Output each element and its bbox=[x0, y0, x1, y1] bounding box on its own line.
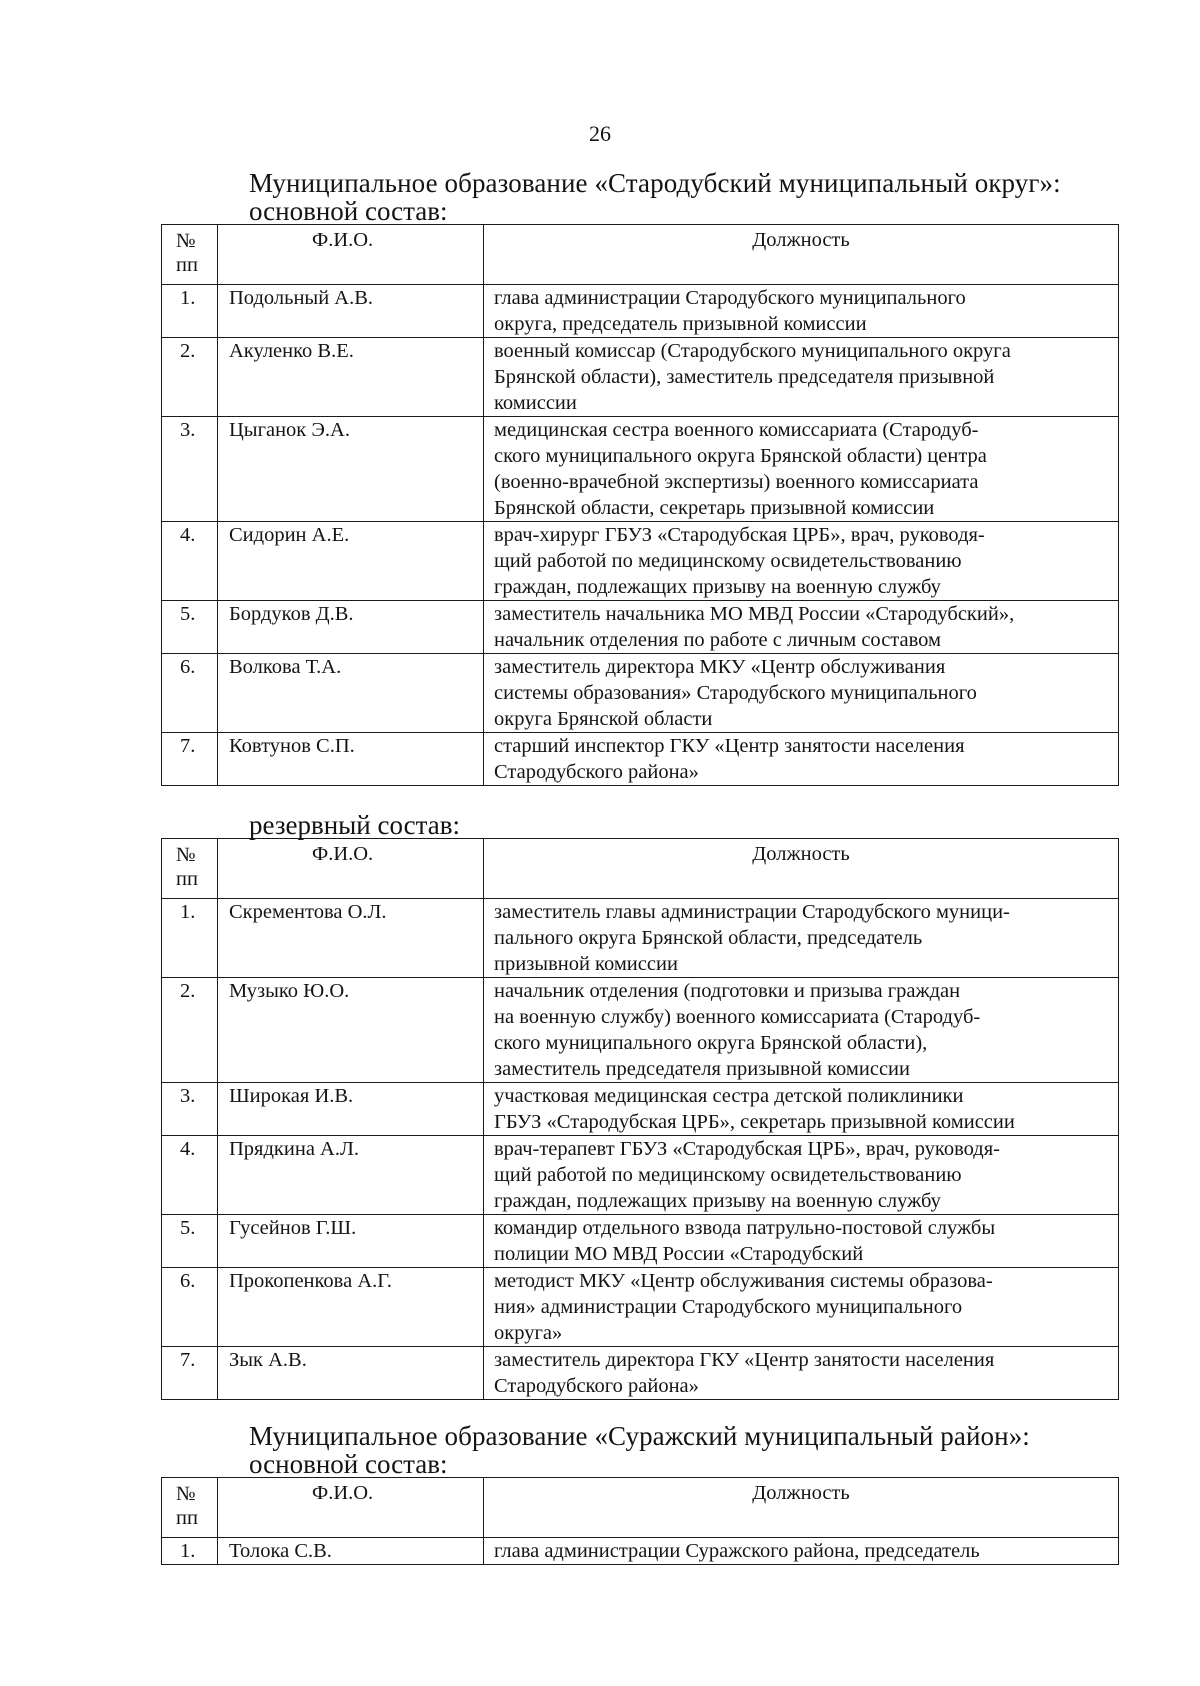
member-position: заместитель директора МКУ «Центр обслуживания системы образования» Стародубского муниципального округа Брянской области bbox=[484, 654, 1119, 733]
header-position: Должность bbox=[484, 1478, 1119, 1538]
table-row bbox=[162, 978, 1119, 1083]
member-name: Сидорин А.Е. bbox=[218, 522, 484, 601]
header-num: № пп bbox=[162, 1478, 218, 1538]
member-position: заместитель главы администрации Стародубского муници- пального округа Брянской области, председатель призывной комиссии bbox=[484, 899, 1119, 978]
members-table bbox=[161, 838, 1119, 1400]
member-name: Толока С.В. bbox=[218, 1538, 484, 1565]
table-header-row bbox=[162, 1478, 1119, 1538]
table-row bbox=[162, 338, 1119, 417]
page-number: 26 bbox=[589, 121, 611, 146]
member-position: врач-терапевт ГБУЗ «Стародубская ЦРБ», врач, руководя- щий работой по медицинскому освидетельствованию граждан, подлежащих призыву на военную службу bbox=[484, 1136, 1119, 1215]
member-position: военный комиссар (Стародубского муниципального округа Брянской области), заместитель председателя призывной комиссии bbox=[484, 338, 1119, 417]
row-number: 7. bbox=[162, 1347, 218, 1400]
members-table bbox=[161, 224, 1119, 786]
member-name: Подольный А.В. bbox=[218, 285, 484, 338]
header-position: Должность bbox=[484, 839, 1119, 899]
member-name: Широкая И.В. bbox=[218, 1083, 484, 1136]
table-header-row bbox=[162, 225, 1119, 285]
member-position: глава администрации Суражского района, председатель bbox=[484, 1538, 1119, 1565]
section-subheading: основной состав: bbox=[249, 196, 448, 226]
member-name: Волкова Т.А. bbox=[218, 654, 484, 733]
row-number: 4. bbox=[162, 522, 218, 601]
row-number: 2. bbox=[162, 978, 218, 1083]
member-name: Прядкина А.Л. bbox=[218, 1136, 484, 1215]
member-name: Скрементова О.Л. bbox=[218, 899, 484, 978]
table-row bbox=[162, 1215, 1119, 1268]
header-position: Должность bbox=[484, 225, 1119, 285]
row-number: 5. bbox=[162, 1215, 218, 1268]
table-header-row bbox=[162, 839, 1119, 899]
member-position: медицинская сестра военного комиссариата (Стародуб- ского муниципального округа Брянской области) центра (военно-врачебной экспертизы) военного комиссариата Брянской области, секретарь призывной комиссии bbox=[484, 417, 1119, 522]
table-row bbox=[162, 522, 1119, 601]
table-row bbox=[162, 1347, 1119, 1400]
table-row bbox=[162, 733, 1119, 786]
row-number: 3. bbox=[162, 417, 218, 522]
row-number: 1. bbox=[162, 1538, 218, 1565]
section-starodub-main bbox=[161, 169, 1118, 786]
member-name: Зык А.В. bbox=[218, 1347, 484, 1400]
members-table bbox=[161, 1477, 1119, 1565]
row-number: 6. bbox=[162, 1268, 218, 1347]
row-number: 7. bbox=[162, 733, 218, 786]
member-position: врач-хирург ГБУЗ «Стародубская ЦРБ», врач, руководя- щий работой по медицинскому освидетельствованию граждан, подлежащих призыву на военную службу bbox=[484, 522, 1119, 601]
member-position: заместитель директора ГКУ «Центр занятости населения Стародубского района» bbox=[484, 1347, 1119, 1400]
row-number: 1. bbox=[162, 285, 218, 338]
section-heading: Муниципальное образование «Стародубский муниципальный округ»: bbox=[249, 168, 1061, 198]
member-position: методист МКУ «Центр обслуживания системы образова- ния» администрации Стародубского муниципального округа» bbox=[484, 1268, 1119, 1347]
member-name: Гусейнов Г.Ш. bbox=[218, 1215, 484, 1268]
member-name: Бордуков Д.В. bbox=[218, 601, 484, 654]
header-name: Ф.И.О. bbox=[218, 839, 484, 899]
table-row bbox=[162, 285, 1119, 338]
header-name: Ф.И.О. bbox=[218, 225, 484, 285]
member-position: старший инспектор ГКУ «Центр занятости населения Стародубского района» bbox=[484, 733, 1119, 786]
member-name: Прокопенкова А.Г. bbox=[218, 1268, 484, 1347]
table-row bbox=[162, 417, 1119, 522]
table-row bbox=[162, 1136, 1119, 1215]
section-starodub-reserve bbox=[161, 812, 1118, 1400]
member-position: заместитель начальника МО МВД России «Стародубский», начальник отделения по работе с личным составом bbox=[484, 601, 1119, 654]
member-position: командир отдельного взвода патрульно-постовой службы полиции МО МВД России «Стародубский bbox=[484, 1215, 1119, 1268]
table-row bbox=[162, 899, 1119, 978]
row-number: 2. bbox=[162, 338, 218, 417]
member-position: участковая медицинская сестра детской поликлиники ГБУЗ «Стародубская ЦРБ», секретарь призывной комиссии bbox=[484, 1083, 1119, 1136]
row-number: 5. bbox=[162, 601, 218, 654]
table-row bbox=[162, 1538, 1119, 1565]
row-number: 4. bbox=[162, 1136, 218, 1215]
member-name: Цыганок Э.А. bbox=[218, 417, 484, 522]
member-name: Музыко Ю.О. bbox=[218, 978, 484, 1083]
header-num: № пп bbox=[162, 839, 218, 899]
section-heading: Муниципальное образование «Суражский муниципальный район»: bbox=[249, 1421, 1030, 1451]
row-number: 6. bbox=[162, 654, 218, 733]
header-name: Ф.И.О. bbox=[218, 1478, 484, 1538]
section-subheading: основной состав: bbox=[249, 1449, 448, 1479]
member-name: Акуленко В.Е. bbox=[218, 338, 484, 417]
header-num: № пп bbox=[162, 225, 218, 285]
section-subheading: резервный состав: bbox=[249, 810, 461, 840]
table-row bbox=[162, 601, 1119, 654]
member-position: начальник отделения (подготовки и призыва граждан на военную службу) военного комиссариата (Стародуб- ского муниципального округа Брянской области), заместитель председателя призывной комиссии bbox=[484, 978, 1119, 1083]
row-number: 1. bbox=[162, 899, 218, 978]
member-position: глава администрации Стародубского муниципального округа, председатель призывной комиссии bbox=[484, 285, 1119, 338]
row-number: 3. bbox=[162, 1083, 218, 1136]
table-row bbox=[162, 1268, 1119, 1347]
section-surazh-main bbox=[161, 1422, 1118, 1565]
table-row bbox=[162, 1083, 1119, 1136]
member-name: Ковтунов С.П. bbox=[218, 733, 484, 786]
table-row bbox=[162, 654, 1119, 733]
